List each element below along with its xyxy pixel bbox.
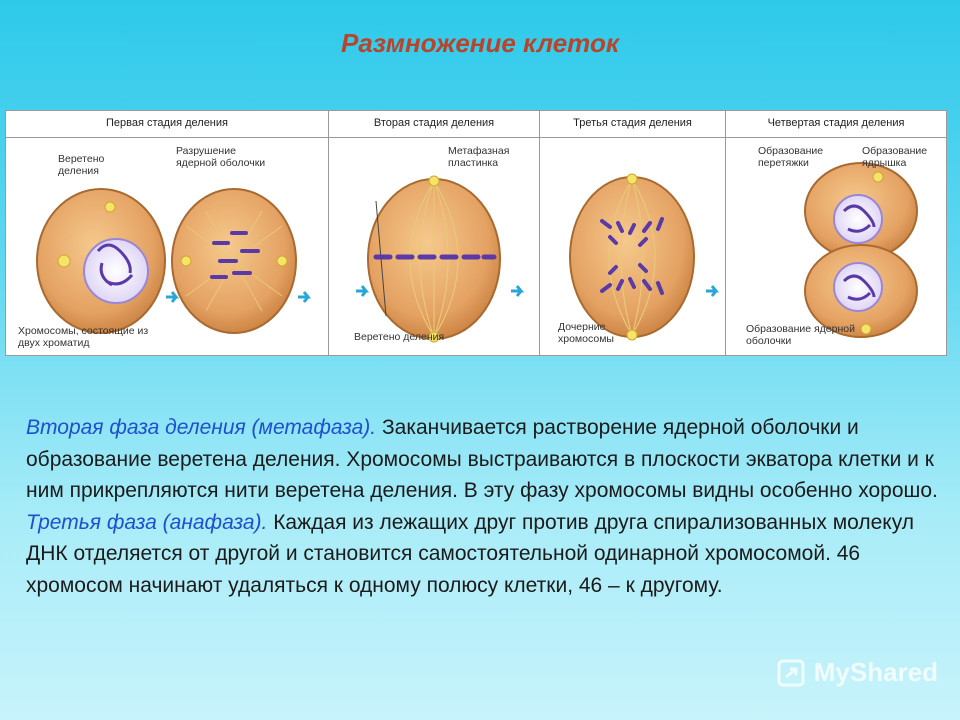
prophase-cell [37, 189, 165, 333]
label-envelope-breakdown: Разрушение ядерной оболочки [176, 145, 266, 169]
label-spindle: Веретено деления [58, 153, 105, 177]
stage-2-header: Вторая стадия деления [329, 111, 539, 138]
anaphase-cell [570, 174, 694, 340]
metaphase-heading: Вторая фаза деления (метафаза). [26, 416, 377, 439]
body-text [26, 412, 946, 601]
label-chromosomes: Хромосомы, состоящие из двух хроматид [18, 325, 149, 349]
anaphase-heading: Третья фаза (анафаза). [26, 510, 268, 534]
metaphase-text: Заканчивается растворение ядерной оболочки и образование веретена деления. Хромосомы выстраиваются в плоскости экватора клетки и к ним прикрепляются нити веретена деления. В эту фазу хромосомы видны особенно хорошо. [26, 416, 938, 502]
label-daughter-chromosomes: Дочерние хромосомы [558, 321, 614, 345]
arrow-icon [706, 286, 716, 296]
arrow-icon [356, 286, 366, 296]
arrow-icon [298, 292, 308, 302]
stage-3-header: Третья стадия деления [540, 111, 725, 138]
mitosis-figure [5, 110, 947, 356]
watermark [776, 657, 938, 688]
label-nucleolus: Образование ядрышка [862, 145, 928, 169]
prometaphase-cell [172, 189, 296, 333]
slide-title: Размножение клеток [340, 28, 620, 58]
arrow-icon [166, 292, 176, 302]
metaphase-cell [368, 176, 500, 342]
stage-1-header: Первая стадия деления [6, 111, 328, 138]
stage-4-header: Четвертая стадия деления [726, 111, 946, 138]
label-metaphase-plate: Метафазная пластинка [448, 145, 510, 169]
share-icon [776, 658, 806, 688]
label-constriction: Образование перетяжки [758, 145, 824, 169]
watermark-text: MyShared [813, 657, 938, 687]
arrow-icon [511, 286, 521, 296]
label-nuclear-envelope: Образование ядерной оболочки [746, 323, 855, 347]
label-spindle-bottom: Веретено деления [354, 331, 445, 343]
anaphase-text: Каждая из лежащих друг против друга спирализованных молекул ДНК отделяется от другой и становится самостоятельной одинарной хромосомой. 46 хромосом начинают удаляться к одному полюсу клетки, 46 – к другому. [26, 510, 915, 597]
